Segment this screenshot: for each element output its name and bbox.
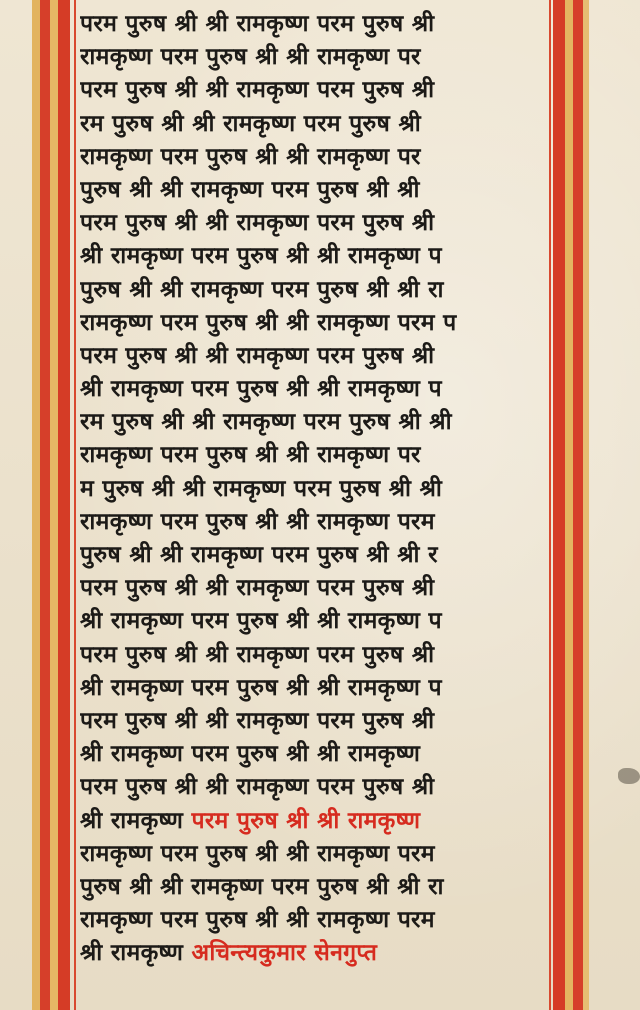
text-line: रामकृष्ण परम पुरुष श्री श्री रामकृष्ण परम xyxy=(80,907,435,934)
left-border-red-band-inner xyxy=(58,0,70,1010)
text-line: श्री रामकृष्ण परम पुरुष श्री श्री रामकृष्ण प xyxy=(80,674,442,701)
text-line: परम पुरुष श्री श्री रामकृष्ण परम पुरुष श्री xyxy=(80,210,435,237)
text-line: म पुरुष श्री श्री रामकृष्ण परम पुरुष श्री श्री xyxy=(80,475,443,502)
text-line: पुरुष श्री श्री रामकृष्ण परम पुरुष श्री श्री xyxy=(80,176,420,203)
text-line: पुरुष श्री श्री रामकृष्ण परम पुरुष श्री श्री र xyxy=(80,542,438,568)
left-border-yellow-band xyxy=(32,0,40,1010)
text-line: परम पुरुष श्री श्री रामकृष्ण परम पुरुष श्री xyxy=(80,342,435,369)
text-line: श्री रामकृष्ण परम पुरुष श्री श्री रामकृष्ण प xyxy=(80,243,442,270)
text-line: रम पुरुष श्री श्री रामकृष्ण परम पुरुष श्री xyxy=(80,110,422,137)
right-border-thin-line xyxy=(549,0,551,1010)
manuscript-text-block xyxy=(80,8,548,1008)
text-line: परम पुरुष श्री श्री रामकृष्ण परम पुरुष श्री xyxy=(80,707,435,734)
author-signature: अचिन्त्यकुमार सेनगुप्त xyxy=(191,940,378,967)
text-line: रामकृष्ण परम पुरुष श्री श्री रामकृष्ण परम xyxy=(80,840,435,867)
right-border-yellow-band-inner xyxy=(565,0,573,1010)
text-line-highlighted: श्री रामकृष्ण परम पुरुष श्री श्री रामकृष्ण xyxy=(80,807,421,834)
text-line: परम पुरुष श्री श्री रामकृष्ण परम पुरुष श्री xyxy=(80,575,435,602)
text-line: रामकृष्ण परम पुरुष श्री श्री रामकृष्ण परम प xyxy=(80,309,457,336)
left-border-thin-line xyxy=(74,0,76,1010)
paper-stain xyxy=(618,768,640,784)
left-border-yellow-band-inner xyxy=(50,0,58,1010)
right-border-red-band-inner xyxy=(553,0,565,1010)
text-line: रामकृष्ण परम पुरुष श्री श्री रामकृष्ण पर xyxy=(80,442,421,469)
right-border-red-band xyxy=(573,0,583,1010)
text-line: रामकृष्ण परम पुरुष श्री श्री रामकृष्ण पर xyxy=(80,44,421,71)
text-line: श्री रामकृष्ण परम पुरुष श्री श्री रामकृष्ण प xyxy=(80,376,442,403)
text-line: रामकृष्ण परम पुरुष श्री श्री रामकृष्ण परम xyxy=(80,508,435,535)
text-line: परम पुरुष श्री श्री रामकृष्ण परम पुरुष श्री xyxy=(80,77,435,104)
left-border-red-band xyxy=(40,0,50,1010)
text-line: श्री रामकृष्ण परम पुरुष श्री श्री रामकृष्ण प xyxy=(80,608,442,635)
signature-line: श्री रामकृष्ण अचिन्त्यकुमार सेनगुप्त xyxy=(80,940,378,967)
text-line: परम पुरुष श्री श्री रामकृष्ण परम पुरुष श्री xyxy=(80,641,435,668)
text-line: रामकृष्ण परम पुरुष श्री श्री रामकृष्ण पर xyxy=(80,143,421,170)
text-line: श्री रामकृष्ण परम पुरुष श्री श्री रामकृष्ण xyxy=(80,741,421,768)
red-highlight-phrase: परम पुरुष श्री श्री रामकृष्ण xyxy=(191,807,421,834)
text-line: पुरुष श्री श्री रामकृष्ण परम पुरुष श्री श्री रा xyxy=(80,276,444,303)
text-line: परम पुरुष श्री श्री रामकृष्ण परम पुरुष श्री xyxy=(80,11,435,37)
text-line: रम पुरुष श्री श्री रामकृष्ण परम पुरुष श्री श्री xyxy=(80,409,452,436)
text-line: पुरुष श्री श्री रामकृष्ण परम पुरुष श्री श्री रा xyxy=(80,873,444,900)
text-line: परम पुरुष श्री श्री रामकृष्ण परम पुरुष श्री xyxy=(80,774,435,801)
right-border-yellow-band xyxy=(583,0,589,1010)
